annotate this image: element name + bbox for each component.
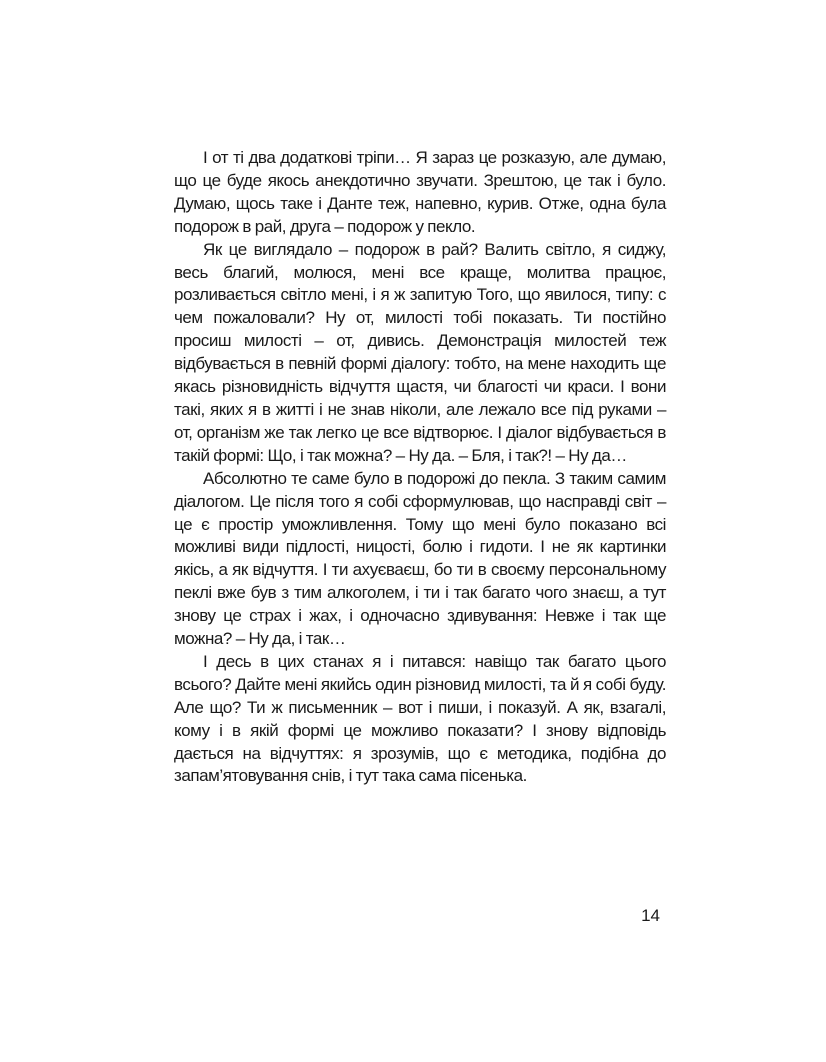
paragraph-1: І от ті два додаткові тріпи… Я зараз це розказую, але думаю, що це буде якось анекдотично звучати. Зрештою, це так і було. Думаю, щось таке і Данте теж, напевно, курив. Отже, одна була подорож в рай, друга – подорож у пекло.: [174, 148, 666, 236]
page-number: 14: [641, 906, 660, 925]
paragraph-4: І десь в цих станах я і питався: навіщо так багато цього всього? Дайте мені якийсь один різновид милості, та й я собі буду. Але що? Ти ж письменник – вот і пиши, і показуй. А як, взагалі, кому і в якій формі це можливо показати? І знову відповідь дається на відчуттях: я зрозумів, що є методика, подібна до запам’ятовування снів, і тут така сама пісенька.: [174, 651, 666, 786]
body-text: [174, 147, 666, 788]
paragraph-2: Як це виглядало – подорож в рай? Валить світло, я сиджу, весь благий, молюся, мені все краще, молитва працює, розливається світло мені, і я ж запитую Того, що явилося, типу: с чем пожаловали? Ну от, милості тобі показать. Ти постійно просиш милості – от, дивись. Демонстрація милостей теж відбувається в певній формі діалогу: тобто, на мене находить ще якась різновидність відчуття щастя, чи благості чи краси. І вони такі, яких я в житті і не знав ніколи, але лежало все під руками – от, організм же так легко це все відтворює. І діалог відбувається в такій формі: Що, і так можна? – Ну да. – Бля, і так?! – Ну да…: [174, 239, 666, 465]
paragraph-3: Абсолютно те саме було в подорожі до пекла. З таким самим діалогом. Це після того я собі сформулював, що насправді світ – це є простір уможливлення. Тому що мені було показано всі можливі види підлості, ницості, болю і гидоти. І не як картинки якісь, а як відчуття. І ти ахуєваєш, бо ти в своєму персональному пеклі вже був з тим алкоголем, і ти і так багато чого знаєш, а тут знову це страх і жах, і одночасно здивування: Невже і так ще можна? – Ну да, і так…: [174, 468, 666, 649]
